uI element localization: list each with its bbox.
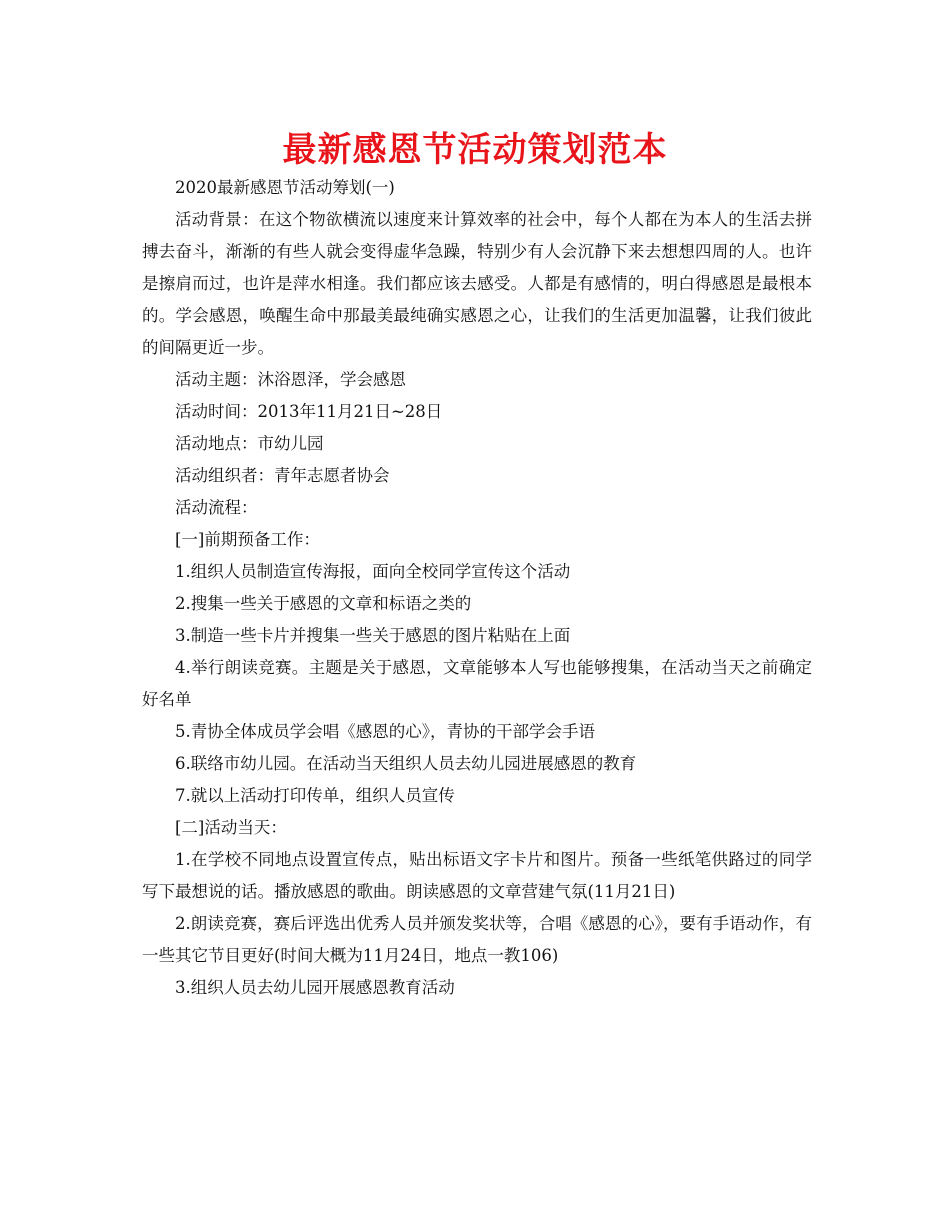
event-day-heading: [二]活动当天： [175, 818, 287, 837]
organizer-paragraph: 活动组织者：青年志愿者协会 [175, 466, 390, 485]
list-item: 3.组织人员去幼儿园开展感恩教育活动 [175, 978, 455, 997]
list-item: 1.组织人员制造宣传海报，面向全校同学宣传这个活动 [175, 562, 571, 581]
list-item: 7.就以上活动打印传单，组织人员宣传 [175, 786, 455, 805]
list-item: 6.联络市幼儿园。在活动当天组织人员去幼儿园进展感恩的教育 [175, 754, 637, 773]
background-paragraph: 活动背景：在这个物欲横流以速度来计算效率的社会中，每个人都在为本人的生活去拼搏去奋斗，渐渐的有些人就会变得虚华急躁，特别少有人会沉静下来去想想四周的人。也许是擦肩而过，也许是萍水相逢。我们都应该去感受。人都是有感情的，明白得感恩是最根本的。学会感恩，唤醒生命中那最美最纯确实感恩之心，让我们的生活更加温馨，让我们彼此的间隔更近一步。 [142, 210, 812, 357]
time-paragraph: 活动时间：2013年11月21日~28日 [175, 402, 443, 421]
list-item: 2.朗读竞赛，赛后评选出优秀人员并颁发奖状等，合唱《感恩的心》，要有手语动作，有一些其它节目更好(时间大概为11月24日，地点一教106) [142, 914, 812, 965]
process-heading: 活动流程： [175, 498, 258, 517]
preparation-heading: [一]前期预备工作： [175, 530, 320, 549]
document-title: 最新感恩节活动策划范本 [282, 130, 668, 170]
list-item: 5.青协全体成员学会唱《感恩的心》，青协的干部学会手语 [175, 722, 595, 741]
subtitle-paragraph: 2020最新感恩节活动筹划(一) [175, 178, 395, 197]
list-item: 1.在学校不同地点设置宣传点，贴出标语文字卡片和图片。预备一些纸笔供路过的同学写下最想说的话。播放感恩的歌曲。朗读感恩的文章营建气氛(11月21日) [142, 850, 812, 901]
document-body [142, 172, 812, 1004]
location-paragraph: 活动地点：市幼儿园 [175, 434, 324, 453]
list-item: 2.搜集一些关于感恩的文章和标语之类的 [175, 594, 472, 613]
list-item: 4.举行朗读竞赛。主题是关于感恩，文章能够本人写也能够搜集，在活动当天之前确定好名单 [142, 658, 812, 709]
theme-paragraph: 活动主题：沐浴恩泽，学会感恩 [175, 370, 406, 389]
list-item: 3.制造一些卡片并搜集一些关于感恩的图片粘贴在上面 [175, 626, 571, 645]
